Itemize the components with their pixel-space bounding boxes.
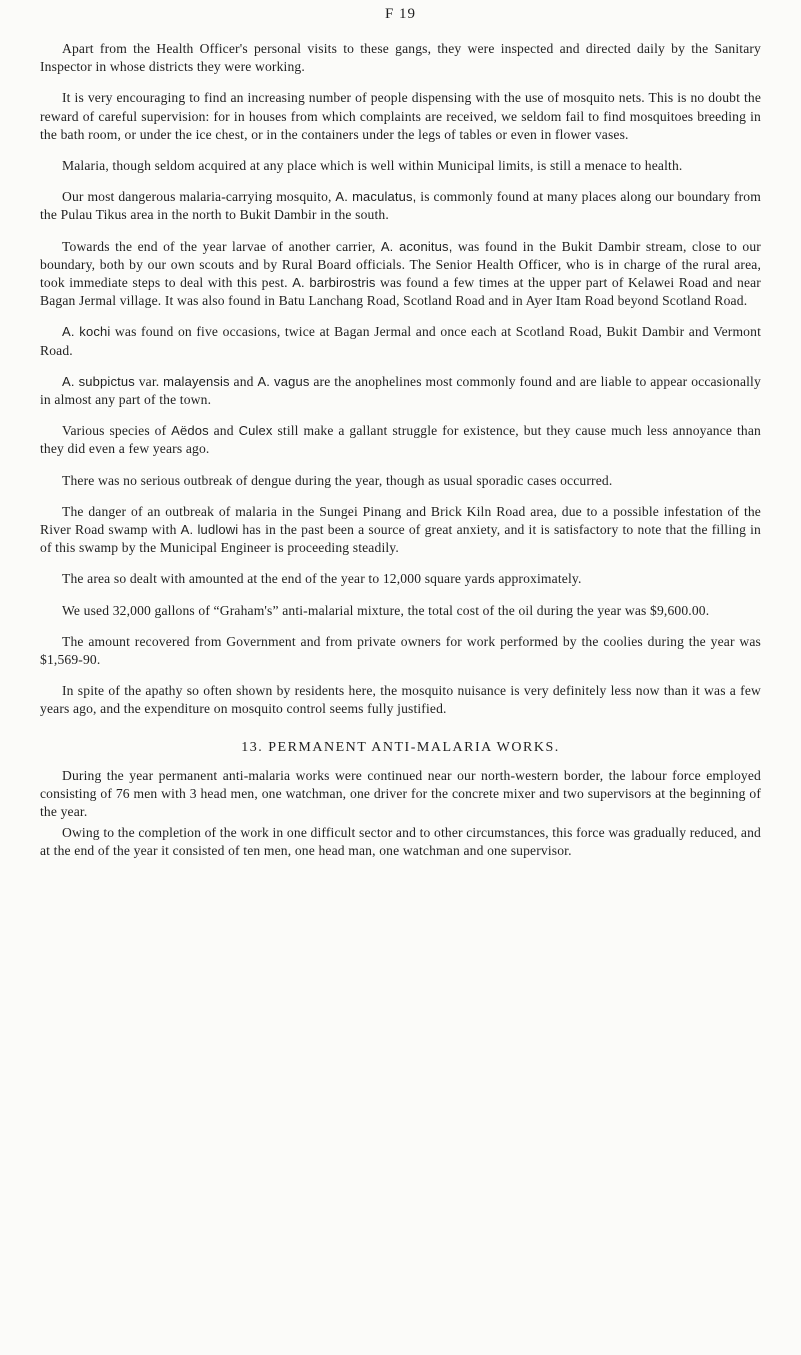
paragraph-subpictus	[40, 373, 761, 409]
section-heading: 13. PERMANENT ANTI-MALARIA WORKS.	[241, 739, 560, 755]
paragraph-force-reduced: Owing to the completion of the work in one difficult sector and to other circumstances, this force was gradually reduced, and at the end of the year it consisted of ten men, one head man, one watchman and one supervisor.	[40, 824, 761, 858]
text: still make a gallant struggle for existence, but they cause much less annoyance than they did even a few years ago.	[40, 423, 761, 457]
text: was found a few times at the upper part of Kelawei Road and near Bagan Jermal village. It was also found in Batu Lanchang Road, Scotland Road and in Ayer Itam Road beyond Scotland Road.	[40, 275, 761, 309]
paragraph-dengue: There was no serious outbreak of dengue during the year, though as usual sporadic cases occurred.	[62, 472, 613, 488]
text: and	[233, 373, 254, 389]
paragraph-maculatus	[40, 188, 761, 224]
paragraph-labour-force: During the year permanent anti-malaria works were continued near our north-western border, the labour force employed consisting of 76 men with 3 head men, one watchman, one driver for the concrete mixer and two supervisors at the beginning of the year.	[40, 767, 761, 820]
text: are the anophelines most commonly found and are liable to appear occasionally in almost any part of the town.	[40, 373, 761, 408]
paragraph-area-dealt: The area so dealt with amounted at the end of the year to 12,000 square yards approximately.	[62, 571, 582, 587]
text: The danger of an outbreak of malaria in the Sungei Pinang and Brick Kiln Road area, due to a possible infestation of the River Road swamp with	[40, 503, 761, 538]
page-number: F 19	[384, 6, 417, 22]
paragraph-amount-recovered: The amount recovered from Government and from private owners for work performed by the coolies during the year was $1,569-90.	[40, 633, 761, 668]
document-body	[40, 40, 761, 873]
paragraph-aconitus	[40, 238, 761, 311]
text: var.	[138, 373, 160, 389]
genus-name: Culex	[238, 423, 273, 439]
paragraph-oil-cost: We used 32,000 gallons of “Graham's” anti-malarial mixture, the total cost of the oil during the year was $9,600.00.	[62, 602, 710, 618]
species-name: A. vagus	[257, 373, 310, 389]
species-name: A. barbirostris	[292, 275, 376, 291]
paragraph-mosquito-nets: It is very encouraging to find an increasing number of people dispensing with the use of mosquito nets. This is no doubt the reward of careful supervision: for in houses from which complaints are received, we seldom fail to find mosquitoes breeding in the bath room, or under the ice chest, or in the containers under the legs of tables or even in flower vases.	[40, 90, 761, 142]
species-name: A. subpictus	[62, 373, 135, 389]
text: Towards the end of the year larvae of another carrier,	[62, 238, 376, 254]
text: and	[213, 423, 234, 439]
text: is commonly found at many places along our boundary from the Pulau Tikus area in the north to Bukit Dambir in the south.	[40, 189, 761, 223]
paragraph-apathy: In spite of the apathy so often shown by residents here, the mosquito nuisance is very definitely less now than it was a few years ago, and the expenditure on mosquito control seems fully justified.	[40, 683, 761, 717]
paragraph-malaria-menace: Malaria, though seldom acquired at any place which is well within Municipal limits, is still a menace to health.	[62, 158, 683, 174]
text: was found on five occasions, twice at Bagan Jermal and once each at Scotland Road, Bukit Dambir and Vermont Road.	[40, 324, 761, 358]
species-name: A. aconitus,	[380, 238, 453, 254]
genus-name: Aëdos	[171, 423, 209, 439]
text: was found in the Bukit Dambir stream, close to our boundary, both by our own scouts and by Rural Board officials. The Senior Health Officer, who is in charge of the rural area, took immediate steps to deal with this pest.	[40, 238, 761, 291]
species-name: A. maculatus,	[335, 189, 417, 205]
paragraph-gangs-inspection: Apart from the Health Officer's personal visits to these gangs, they were inspected and directed daily by the Sanitary Inspector in whose districts they were working.	[40, 41, 761, 75]
text: Our most dangerous malaria-carrying mosquito,	[62, 189, 332, 205]
text: has in the past been a source of great anxiety, and it is satisfactory to note that the filling in of this swamp by the Municipal Engineer is proceeding steadily.	[40, 522, 761, 556]
species-name: A. kochi	[62, 324, 111, 340]
species-name: malayensis	[163, 373, 230, 389]
paragraph-river-road-swamp	[40, 503, 761, 558]
paragraph-kochi	[40, 323, 761, 359]
paragraph-aedes-culex	[40, 422, 761, 458]
species-name: A. ludlowi	[180, 522, 239, 538]
text: Various species of	[62, 423, 167, 439]
